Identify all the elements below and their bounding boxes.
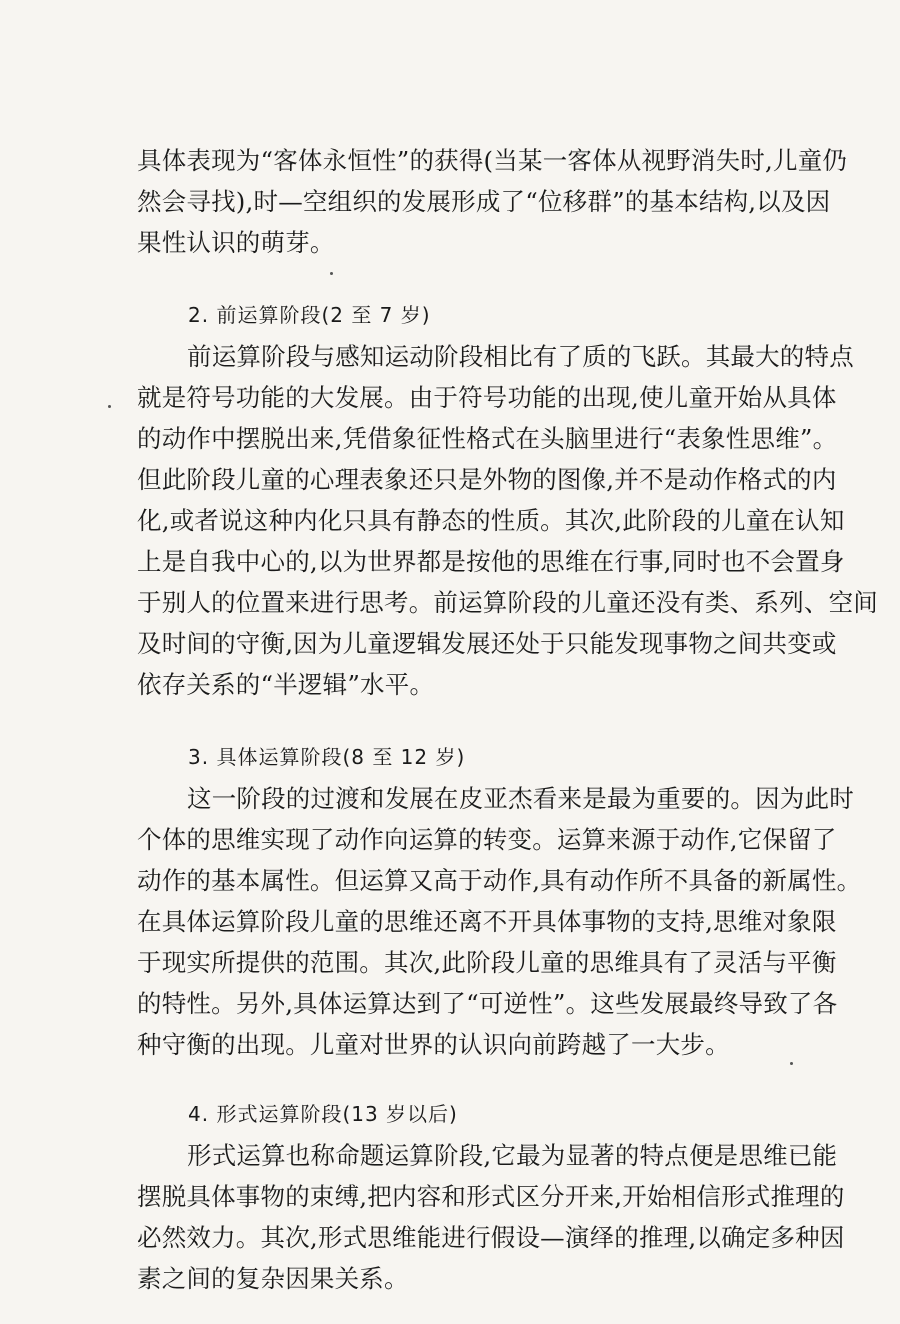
paragraph-line: 个体的思维实现了动作向运算的转变。运算来源于动作,它保留了 (137, 825, 837, 854)
paragraph-line: 及时间的守衡,因为儿童逻辑发展还处于只能发现事物之间共变或 (137, 629, 837, 658)
paragraph-line: 必然效力。其次,形式思维能进行假设—演绎的推理,以确定多种因 (137, 1223, 845, 1252)
scan-speck (330, 272, 333, 275)
paragraph-line: 前运算阶段与感知运动阶段相比有了质的飞跃。其最大的特点 (187, 342, 854, 371)
scan-speck (790, 1062, 793, 1065)
paragraph-line: 然会寻找),时—空组织的发展形成了“位移群”的基本结构,以及因 (137, 187, 831, 216)
paragraph-line: 素之间的复杂因果关系。 (137, 1264, 409, 1293)
paragraph-line: 果性认识的萌芽。 (137, 228, 335, 257)
section-heading: 2. 前运算阶段(2 至 7 岁) (188, 303, 431, 327)
paragraph-line: 就是符号功能的大发展。由于符号功能的出现,使儿童开始从具体 (137, 383, 837, 412)
paragraph-line: 于现实所提供的范围。其次,此阶段儿童的思维具有了灵活与平衡 (137, 948, 837, 977)
paragraph-line: 这一阶段的过渡和发展在皮亚杰看来是最为重要的。因为此时 (187, 784, 854, 813)
paragraph-line: 化,或者说这种内化只具有静态的性质。其次,此阶段的儿童在认知 (137, 506, 845, 535)
paragraph-line: 的动作中摆脱出来,凭借象征性格式在头脑里进行“表象性思维”。 (137, 424, 838, 453)
paragraph-line: 种守衡的出现。儿童对世界的认识向前跨越了一大步。 (137, 1030, 730, 1059)
section-heading: 3. 具体运算阶段(8 至 12 岁) (188, 745, 466, 769)
paragraph-line: 具体表现为“客体永恒性”的获得(当某一客体从视野消失时,儿童仍 (137, 146, 848, 175)
paragraph-line: 在具体运算阶段儿童的思维还离不开具体事物的支持,思维对象限 (137, 907, 837, 936)
paragraph-line: 于别人的位置来进行思考。前运算阶段的儿童还没有类、系列、空间 (137, 588, 878, 617)
paragraph-line: 依存关系的“半逻辑”水平。 (137, 670, 435, 699)
paragraph-line: 的特性。另外,具体运算达到了“可逆性”。这些发展最终导致了各 (137, 989, 838, 1018)
scan-speck (108, 405, 111, 408)
paragraph-line: 但此阶段儿童的心理表象还只是外物的图像,并不是动作格式的内 (137, 465, 837, 494)
section-heading: 4. 形式运算阶段(13 岁以后) (188, 1102, 458, 1126)
paragraph-line: 摆脱具体事物的束缚,把内容和形式区分开来,开始相信形式推理的 (137, 1182, 845, 1211)
paragraph-line: 形式运算也称命题运算阶段,它最为显著的特点便是思维已能 (187, 1141, 838, 1170)
paragraph-line: 动作的基本属性。但运算又高于动作,具有动作所不具备的新属性。 (137, 866, 862, 895)
paragraph-line: 上是自我中心的,以为世界都是按他的思维在行事,同时也不会置身 (137, 547, 845, 576)
